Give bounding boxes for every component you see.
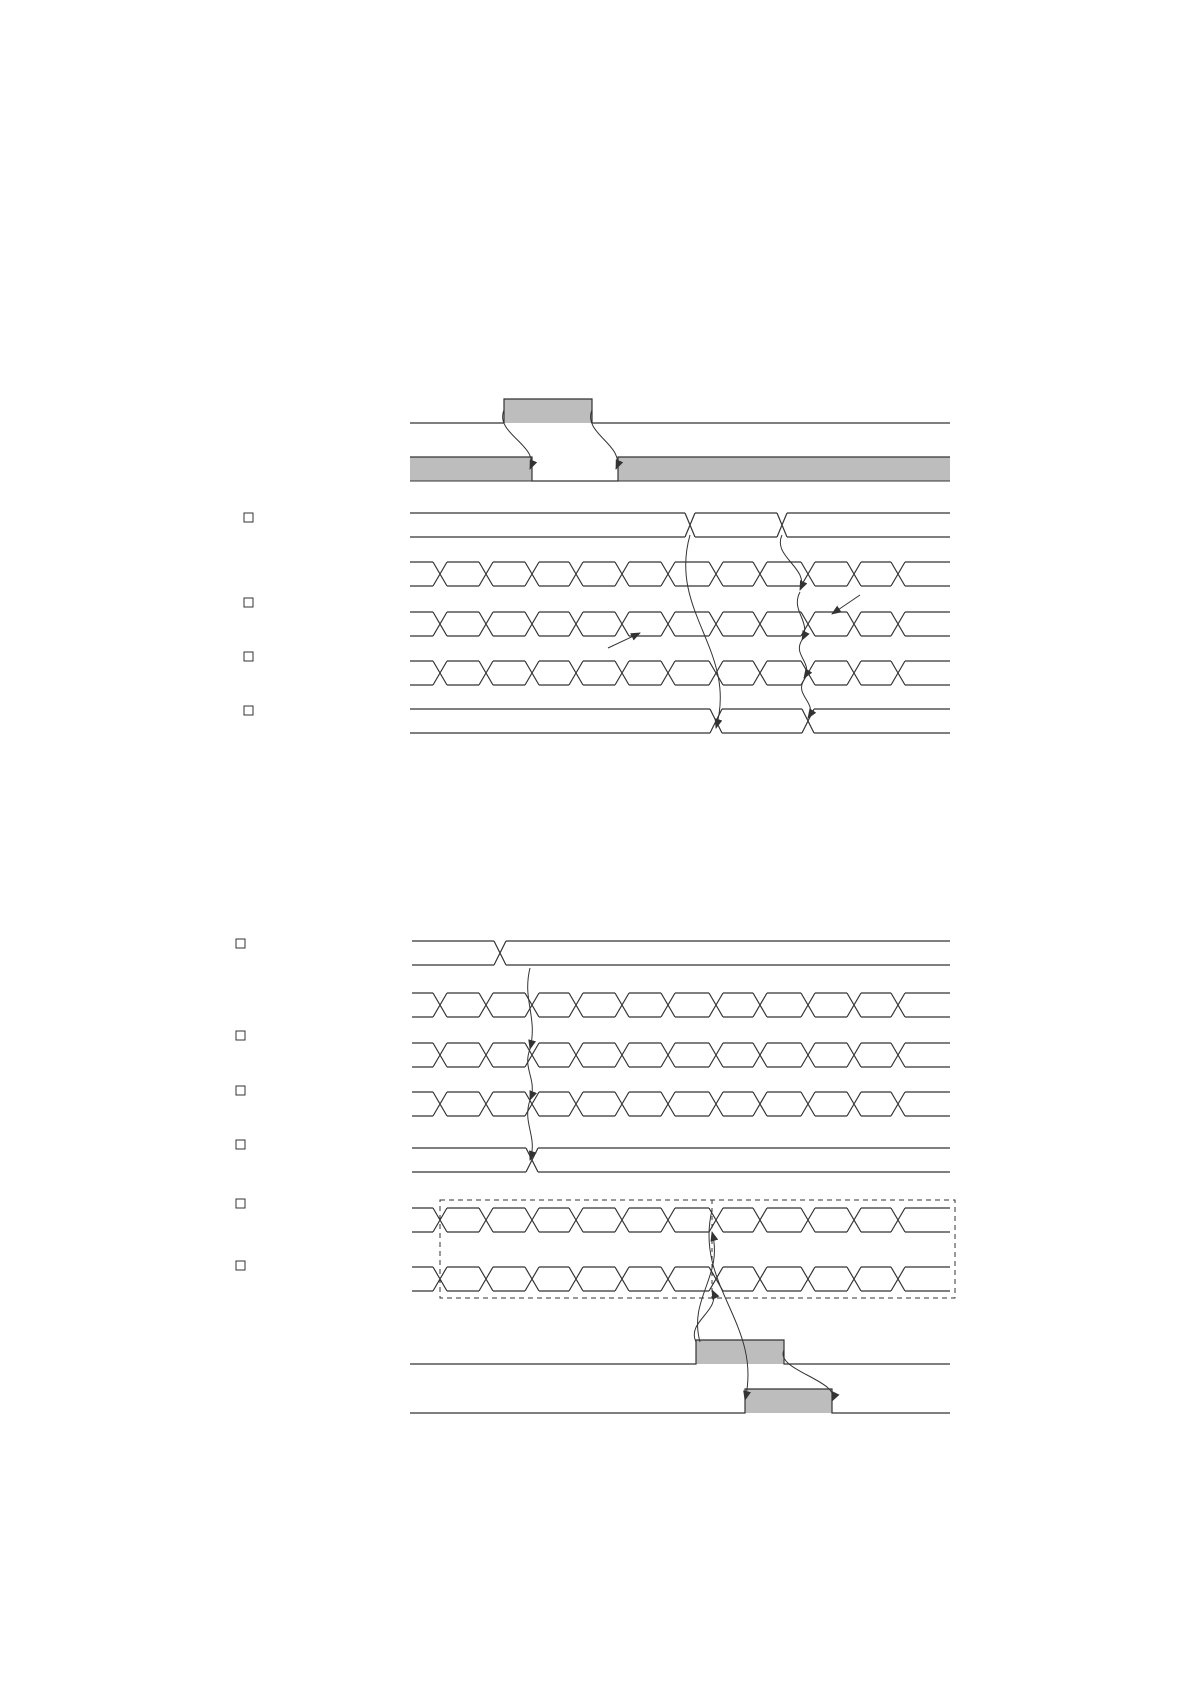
signal-top-6-transition	[661, 661, 675, 685]
signal-bot-7-transition	[847, 1267, 861, 1291]
signal-bot-6-transition	[661, 1208, 675, 1232]
top-timing-diagram	[244, 399, 950, 733]
signal-bot-4-transition	[433, 1092, 447, 1116]
signal-top-5-transition	[569, 612, 583, 636]
signal-bot-2-transition	[891, 993, 905, 1017]
signal-bot-2	[412, 993, 950, 1017]
signal-top-4-transition	[615, 562, 629, 586]
signal-top-4-transition	[801, 562, 815, 586]
arrow-top-3	[686, 535, 721, 728]
dashed-region	[440, 1200, 955, 1298]
signal-bot-2-transition	[479, 993, 493, 1017]
signal-bot-2-transition	[661, 993, 675, 1017]
signal-bot-6-transition	[569, 1208, 583, 1232]
signal-bot-3-transition	[801, 1043, 815, 1067]
checkbox-icon	[236, 1031, 245, 1040]
checkbox-icon	[244, 706, 253, 715]
signal-bot-4-transition	[525, 1092, 539, 1116]
signal-bot-6-transition	[801, 1208, 815, 1232]
signal-bot-7-transition	[569, 1267, 583, 1291]
signal-bot-1	[412, 941, 950, 965]
signal-bot-1-transition	[494, 941, 506, 965]
signal-top-4-transition	[753, 562, 767, 586]
signal-top-1	[410, 399, 950, 423]
signal-top-5-transition	[709, 612, 723, 636]
signal-bot-5	[412, 1148, 950, 1172]
signal-top-6-transition	[615, 661, 629, 685]
signal-top-5-transition	[753, 612, 767, 636]
signal-top-6-transition	[433, 661, 447, 685]
signal-top-6-transition	[479, 661, 493, 685]
signal-bot-4-transition	[847, 1092, 861, 1116]
signal-top-5-transition	[801, 612, 815, 636]
signal-bot-4-transition	[661, 1092, 675, 1116]
signal-bot-3-transition	[525, 1043, 539, 1067]
signal-bot-3-transition	[753, 1043, 767, 1067]
signal-bot-9	[410, 1389, 950, 1413]
signal-bot-2-transition	[525, 993, 539, 1017]
signal-top-6-transition	[709, 661, 723, 685]
signal-bot-2-transition	[569, 993, 583, 1017]
signal-top-6-transition	[569, 661, 583, 685]
signal-bot-6-transition	[709, 1208, 723, 1232]
checkbox-icon	[236, 1086, 245, 1095]
signal-bot-6	[412, 1208, 950, 1232]
signal-bot-4-transition	[891, 1092, 905, 1116]
signal-top-2-fill	[618, 457, 950, 481]
arrow-top-9	[832, 595, 860, 614]
checkbox-icon	[236, 1261, 245, 1270]
signal-top-1-fill	[504, 399, 592, 423]
arrow-top-7	[802, 680, 811, 718]
signal-bot-6-transition	[753, 1208, 767, 1232]
arrow-bot-3	[528, 1100, 533, 1160]
signal-top-5	[410, 612, 950, 636]
signal-bot-4-transition	[615, 1092, 629, 1116]
signal-top-6	[410, 661, 950, 685]
signal-bot-4-transition	[479, 1092, 493, 1116]
signal-bot-9-line	[410, 1389, 950, 1413]
signal-bot-3-transition	[891, 1043, 905, 1067]
signal-bot-2-transition	[433, 993, 447, 1017]
signal-top-4-transition	[661, 562, 675, 586]
signal-bot-3-transition	[569, 1043, 583, 1067]
arrow-top-2	[591, 410, 618, 469]
signal-bot-7-transition	[525, 1267, 539, 1291]
checkbox-icon	[236, 1199, 245, 1208]
signal-bot-3-transition	[615, 1043, 629, 1067]
signal-bot-2-transition	[847, 993, 861, 1017]
signal-bot-3-transition	[661, 1043, 675, 1067]
signal-top-3-transition	[777, 513, 787, 537]
signal-top-5-transition	[615, 612, 629, 636]
signal-bot-3-transition	[479, 1043, 493, 1067]
bottom-timing-diagram	[236, 939, 955, 1413]
signal-top-6-transition	[891, 661, 905, 685]
signal-top-6-transition	[525, 661, 539, 685]
arrow-bot-1	[528, 968, 533, 1049]
signal-bot-2-transition	[615, 993, 629, 1017]
signal-top-7-transition	[710, 709, 722, 733]
signal-top-5-transition	[433, 612, 447, 636]
signal-bot-6-transition	[847, 1208, 861, 1232]
signal-top-5-transition	[479, 612, 493, 636]
arrow-bot-6	[709, 1210, 748, 1400]
signal-bot-6-transition	[479, 1208, 493, 1232]
signal-bot-4-transition	[753, 1092, 767, 1116]
signal-bot-4-transition	[569, 1092, 583, 1116]
signal-bot-7-transition	[615, 1267, 629, 1291]
signal-bot-7-transition	[479, 1267, 493, 1291]
signal-bot-7	[412, 1267, 950, 1291]
signal-top-3	[410, 513, 950, 537]
signal-top-1-line	[410, 399, 950, 423]
checkbox-icon	[244, 598, 253, 607]
signal-bot-2-transition	[801, 993, 815, 1017]
checkbox-icon	[244, 513, 253, 522]
signal-top-4	[410, 562, 950, 586]
signal-bot-3-transition	[433, 1043, 447, 1067]
checkbox-icon	[244, 652, 253, 661]
signal-top-2-fill	[410, 457, 532, 481]
signal-top-5-transition	[661, 612, 675, 636]
signal-bot-9-fill	[745, 1389, 832, 1413]
signal-bot-8-fill	[696, 1340, 784, 1364]
signal-bot-6-transition	[525, 1208, 539, 1232]
signal-top-5-transition	[847, 612, 861, 636]
signal-top-4-transition	[525, 562, 539, 586]
signal-top-4-transition	[709, 562, 723, 586]
signal-bot-4-transition	[801, 1092, 815, 1116]
arrow-top-6	[799, 640, 806, 678]
signal-top-7-transition	[802, 709, 814, 733]
signal-bot-6-transition	[615, 1208, 629, 1232]
signal-bot-6-transition	[891, 1208, 905, 1232]
signal-bot-7-transition	[753, 1267, 767, 1291]
signal-bot-8	[410, 1340, 950, 1364]
signal-bot-4-transition	[709, 1092, 723, 1116]
signal-top-5-transition	[891, 612, 905, 636]
signal-top-6-transition	[847, 661, 861, 685]
signal-top-4-transition	[569, 562, 583, 586]
signal-top-3-transition	[685, 513, 695, 537]
checkbox-icon	[236, 1140, 245, 1149]
signal-bot-7-transition	[661, 1267, 675, 1291]
signal-bot-2-transition	[753, 993, 767, 1017]
arrow-top-8	[608, 633, 640, 648]
signal-top-2	[410, 457, 950, 481]
signal-bot-3-transition	[709, 1043, 723, 1067]
signal-top-6-transition	[753, 661, 767, 685]
signal-bot-8-line	[410, 1340, 950, 1364]
signal-top-5-transition	[525, 612, 539, 636]
signal-bot-3	[412, 1043, 950, 1067]
signal-bot-7-transition	[891, 1267, 905, 1291]
signal-top-4-transition	[847, 562, 861, 586]
checkbox-icon	[236, 939, 245, 948]
signal-bot-4	[412, 1092, 950, 1116]
signal-top-7	[410, 709, 950, 733]
signal-top-4-transition	[479, 562, 493, 586]
signal-bot-2-transition	[709, 993, 723, 1017]
signal-top-4-transition	[433, 562, 447, 586]
signal-bot-3-transition	[847, 1043, 861, 1067]
signal-top-4-transition	[891, 562, 905, 586]
signal-bot-7-transition	[801, 1267, 815, 1291]
